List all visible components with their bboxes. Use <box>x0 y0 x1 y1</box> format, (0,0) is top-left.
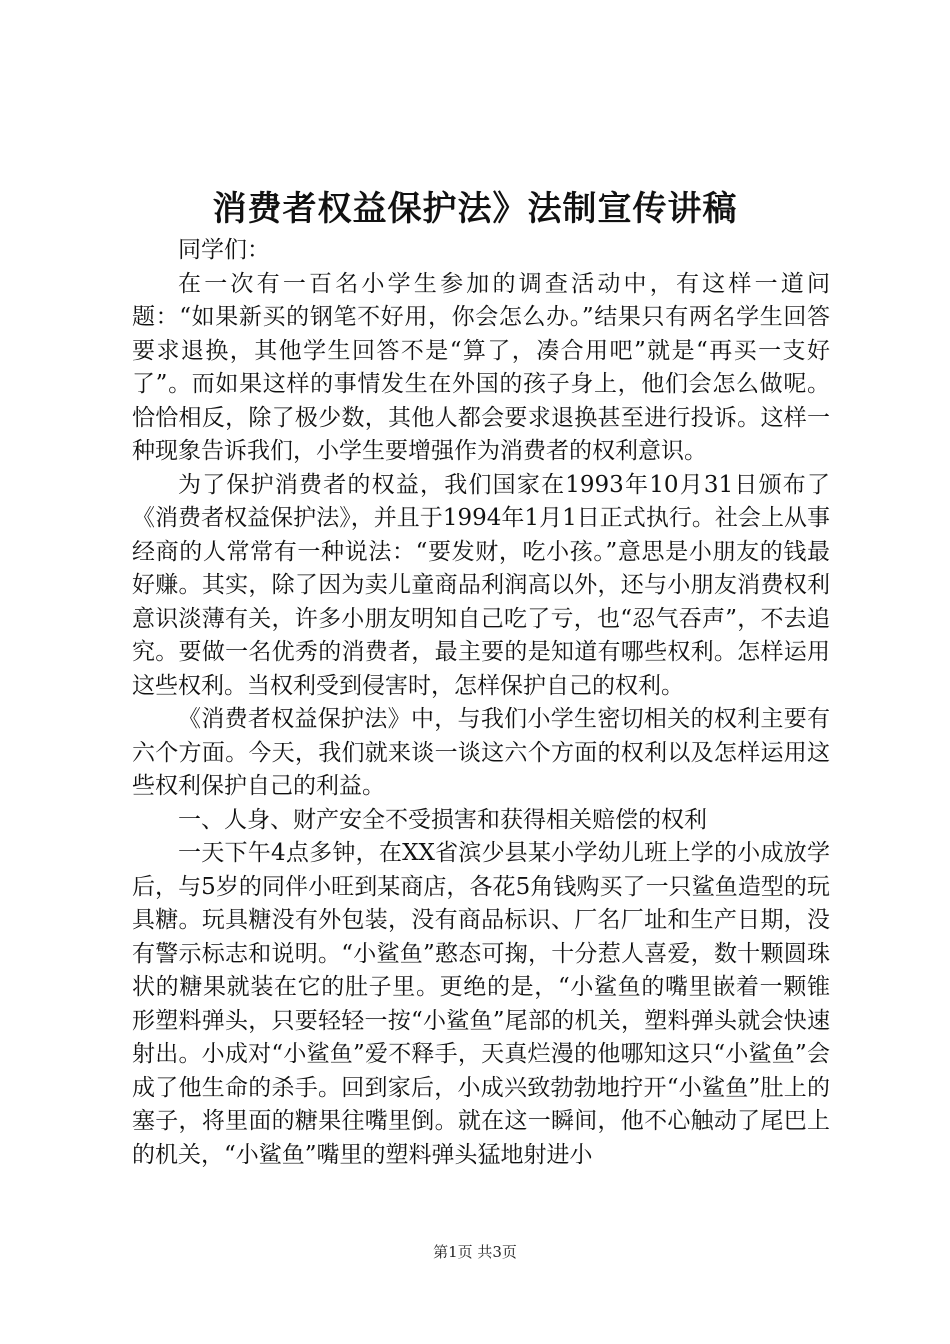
page-footer: 第1页 共3页 <box>433 1243 517 1261</box>
paragraph-case-story: 一天下午4点多钟，在XX省滨少县某小学幼儿班上学的小成放学后，与5岁的同伴小旺到某商店，各花5角钱购买了一只鲨鱼造型的玩具糖。玩具糖没有外包装，没有商品标识、厂名厂址和生产日期，没有警示标志和说明。“小鲨鱼”憨态可掬，十分惹人喜爱，数十颗圆珠状的糖果就装在它的肚子里。更绝的是，“小鲨鱼的嘴里嵌着一颗锥形塑料弹头，只要轻轻一按“小鲨鱼”尾部的机关，塑料弹头就会快速射出。小成对“小鲨鱼”爱不释手，天真烂漫的他哪知这只“小鲨鱼”会成了他生命的杀手。回到家后，小成兴致勃勃地拧开“小鲨鱼”肚上的塞子，将里面的糖果往嘴里倒。就在这一瞬间，他不心触动了尾巴上的机关，“小鲨鱼”嘴里的塑料弹头猛地射进小 <box>132 840 830 1168</box>
paragraph-greeting: 同学们： <box>178 237 270 263</box>
paragraph-law-intro: 为了保护消费者的权益，我们国家在1993年10月31日颁布了《消费者权益保护法》，并且于1994年1月1日正式执行。社会上从事经商的人常常有一种说法：“要发财，吃小孩。”意思是小朋友的钱最好赚。其实，除了因为卖儿童商品利润高以外，还与小朋友消费权利意识淡薄有关，许多小朋友明知自己吃了亏，也“忍气吞声”，不去追究。要做一名优秀的消费者，最主要的是知道有哪些权利。怎样运用这些权利。当权利受到侵害时，怎样保护自己的权利。 <box>132 471 830 699</box>
section-heading-1: 一、人身、财产安全不受损害和获得相关赔偿的权利 <box>178 806 707 833</box>
document-title: 消费者权益保护法》法制宣传讲稿 <box>212 189 738 229</box>
paragraph-six-rights: 《消费者权益保护法》中，与我们小学生密切相关的权利主要有六个方面。今天，我们就来谈一谈这六个方面的权利以及怎样运用这些权利保护自己的利益。 <box>132 706 830 799</box>
document-body <box>132 234 830 1172</box>
paragraph-survey: 在一次有一百名小学生参加的调查活动中，有这样一道问题：“如果新买的钢笔不好用，你会怎么办。”结果只有两名学生回答要求退换，其他学生回答不是“算了，凑合用吧”就是“再买一支好了”。而如果这样的事情发生在外国的孩子身上，他们会怎么做呢。恰恰相反，除了极少数，其他人都会要求退换甚至进行投诉。这样一种现象告诉我们，小学生要增强作为消费者的权利意识。 <box>132 270 830 464</box>
